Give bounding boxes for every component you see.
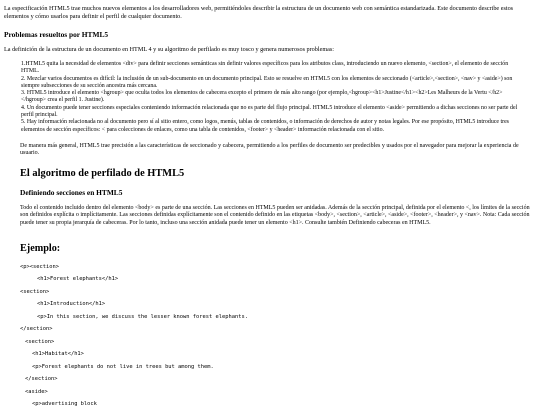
algorithm-heading: El algoritmo de perfilado de HTML5: [20, 168, 185, 179]
code-line: <p>Forest elephants do not live in trees but among them.: [32, 364, 214, 370]
code-line: <section>: [20, 289, 50, 295]
code-line: <h1>Forest elephants</h1>: [37, 276, 119, 282]
list-item: 1.HTML5 quita la necesidad de elementos <div> para definir secciones semánticas sin definir valores específicos para los atributos class, introduciendo un nuevo elemento, <section>, el elemento de sección HTML.: [21, 61, 509, 75]
problems-list: [21, 61, 526, 134]
example-heading: Ejemplo:: [20, 243, 61, 254]
summary-paragraph: De manera más general, HTML5 trae precisión a las características de seccionado y cabecera, permitiendo a los perfiles de documento ser predecibles y usados por el navegador para mejorar la experiencia de usuario.: [20, 143, 519, 157]
code-line: <aside>: [25, 389, 48, 395]
list-item: 3. HTML5 introduce el elemento <hgroup> que oculta todos los elementos de cabecera excepto el primero de más alto rango (por ejemplo,<hgroup><h1>Justine</h1><h2>Les Malheurs de la Vertu </h2></hgroup> crea el perfil 1. Justine).: [21, 90, 503, 104]
list-item: 2. Mezclar varios documentos es difícil: la inclusión de un sub-documento en un documento principal. Esto se resuelve en HTML5 con los elementos de seccionado (<article>,<section>, <nav> y <aside>) son siempre subsecciones de su sección ancestra más cercana.: [21, 75, 513, 89]
code-line: <p>advertising block: [32, 401, 97, 407]
code-line: <p>In this section, we discuss the lesser known forest elephants.: [37, 314, 248, 320]
code-line: <p><section>: [20, 264, 59, 270]
code-line: </section>: [25, 376, 58, 382]
intro-paragraph: La especificación HTML5 trae muchos nuevos elementos a los desarrolladores web, permitiéndoles describir la estructura de un documento web con semántica estandarizada. Este documento describe estos elementos y cómo usarlos para definir el perfil de cualquier documento.: [4, 5, 514, 20]
list-item: 5. Hay información relacionada no al documento pero sí al sitio entero, como logos, menús, tablas de contenidos, o información de derechos de autor y notas legales. Por ese propósito, HTML5 introduce tres elementos de sección específicos: < para colecciones de enlaces, como una tabla de contenidos, <footer> y <header> información relacionada con el sitio.: [21, 119, 509, 133]
problems-heading: Problemas resueltos por HTML5: [4, 30, 109, 39]
define-sections-paragraph: Todo el contenido incluido dentro del elemento <body> es parte de una sección. Las secciones en HTML5 pueden ser anidadas. Además de la sección principal, definida por el elemento <, los límites de la sección son definidos explícita o implícitamente. Las secciones definidas explícitamente son el contenido definido en las etiquetas <body>, <section>, <article>, <aside>, <footer>, <header>, y <nav>. Nota: Cada sección puede tener su propia jerarquía de cabeceras. Por lo tanto, incluso una sección anidada puede tener un elemento <h1>. Consulte también Definiendo cabeceras en HTML5.: [20, 205, 530, 226]
code-line: <h1>Introduction</h1>: [37, 301, 106, 307]
list-item: 4. Un documento puede tener secciones especiales conteniendo información relacionada que no es parte del flujo principal. HTML5 introduce el elemento <aside> permitiendo a dichas secciones no ser parte del perfil principal.: [21, 104, 518, 119]
define-sections-heading: Definiendo secciones en HTML5: [20, 188, 123, 197]
code-line: </section>: [20, 326, 53, 332]
definition-paragraph: La definición de la estructura de un documento en HTML 4 y su algoritmo de perfilado es muy tosco y genera numerosos problemas:: [4, 46, 335, 53]
code-line: <section>: [25, 339, 55, 345]
code-line: <h1>Habitat</h1>: [32, 351, 84, 357]
